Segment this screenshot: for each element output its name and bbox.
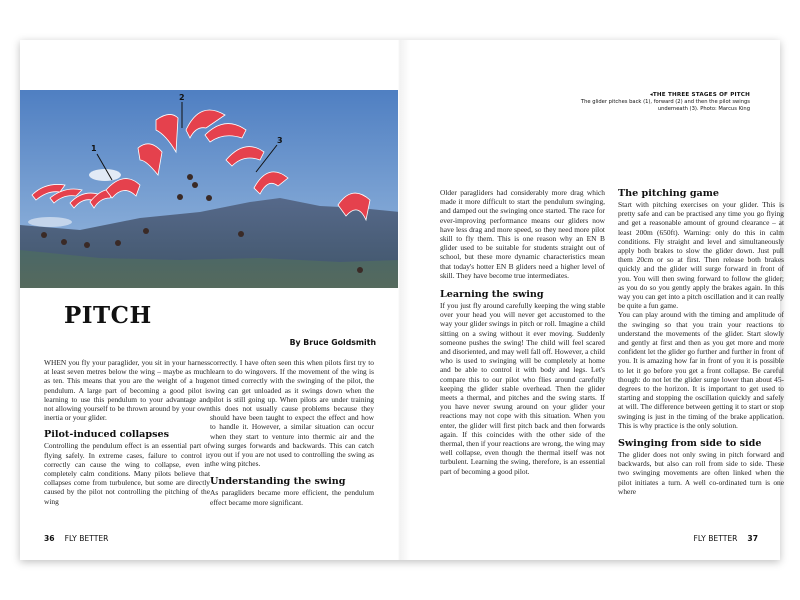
text-column-1	[44, 358, 210, 506]
folio-right	[694, 534, 758, 543]
pilot	[357, 267, 363, 273]
pilot	[187, 174, 193, 180]
caption-text: The glider pitches back (1), forward (2) and then the pilot swings underneath (3). Photo: Marcus King	[580, 99, 750, 112]
pilot	[84, 242, 90, 248]
text-column-2	[210, 358, 374, 507]
cloud	[28, 217, 72, 227]
pilot	[41, 232, 47, 238]
page-number-right: 37	[747, 534, 758, 543]
paragraph: The glider does not only swing in pitch forward and backwards, but also can roll from side to side. These two swinging movements are often linked when the pilot initiates a turn. A well co-ordinated turn is one where	[618, 450, 784, 496]
section-label-right: FLY BETTER	[693, 534, 738, 543]
subheading-the-pitching-game: The pitching game	[618, 188, 720, 199]
section-label-left: FLY BETTER	[64, 534, 109, 543]
left-page	[20, 40, 400, 560]
pilot	[238, 231, 244, 237]
stage-marker-2: 2	[179, 93, 185, 102]
magazine-spread	[20, 40, 784, 560]
paraglider-photo	[20, 90, 400, 288]
paragraph: Older paragliders had considerably more drag which made it more difficult to start the pendulum swinging, and damped out the swinging once started. The race for ever-improving performance means our gliders now have less drag and more speed, so they need more pilot skill to fly them. This is one reason why an EN B glider used to be suitable for students straight out of school, but these more dynamic characteristics mean that today's hotter EN B gliders need a higher level of skill. They have become true intermediates.	[440, 188, 605, 280]
caption-arrow-icon: ◂	[649, 92, 653, 98]
paragraph: Start with pitching exercises on your glider. This is pretty safe and can be practised any time you go flying and get a reasonable amount of ground clearance – at least 200m (650ft). Warning: only do this in calm conditions. Fly straight and level and simultaneously apply both brakes to slow the glider down. Just pull them 20cm or so at first. Then release both brakes quickly and the glider will surge forward in front of you. You will then swing forward to follow the glider; as you do so you gently apply the brakes again. In this way you can get into a pitch oscillation and it can really be quite a fun game.	[618, 200, 784, 311]
paragraph: Controlling the pendulum effect is an essential part of flying safely. In extreme cases, failure to control it correctly can cause the wing to collapse, even in completely calm conditions. Many pilots believe that collapses come from turbulence, but some are directly caused by the pilot not controlling the pitching of the wing	[44, 441, 210, 506]
cloud	[89, 169, 121, 181]
text-column-4	[618, 188, 784, 496]
caption-title: ◂THE THREE STAGES OF PITCH	[649, 92, 750, 98]
folio-left	[44, 534, 108, 543]
subheading-swinging-from-side-to-side: Swinging from side to side	[618, 438, 762, 450]
stage-marker-1: 1	[91, 144, 97, 153]
photo-caption	[550, 92, 750, 113]
pilot	[61, 239, 67, 245]
pilot	[115, 240, 121, 246]
stage-marker-3: 3	[277, 136, 283, 145]
paragraph: If you just fly around carefully keeping the wing stable over your head you will never get accustomed to the way your glider swings in pitch or roll. Imagine a child sitting on a swing without it ever moving. Suddenly someone pushes the swing! The child will feel scared and disoriented, and may well fall off. However, a child who is used to swinging will be completely at home and be able to control it with body and legs. Let's compare this to our pilot who flies around carefully keeping the glider stable overhead. Then the glider meets a thermal, and pitches and the swing starts. If you have never swung around on your glider your reactions may not cope with this situation. When you enter, the glider will first pitch back and then forwards again. If this coincides with the other side of the thermal, then if your reactions are wrong, the wing may well collapse, even though the thermal itself was not turbulent. Learning the swing, therefore, is an essential part of becoming a good pilot.	[440, 301, 605, 476]
subheading-understanding-the-swing: Understanding the swing	[210, 476, 346, 488]
pilot	[206, 195, 212, 201]
pilot	[177, 194, 183, 200]
intro-paragraph: WHEN you fly your paraglider, you sit in your harness at least seven metres below the wing – maybe as much as ten. This means that you are the weight of a huge pendulum. A large part of becoming a good pilot is learning to use this pendulum to your advantage and not allowing yourself to be thrown around by your own inertia or your glider.	[44, 358, 210, 423]
paragraph: You can play around with the timing and amplitude of the swinging so that you train your reactions to understand the movements of the glider. Start slowly and gently at first and then as you get more and more confident let the glider go further and further in front of you. It is amazing how far in front of you it is possible to let it go before you get a front collapse. Be careful though: do not let the glider surge lower than about 45-degrees to the horizon. It is important to get used to starting and stopping the oscillation quickly and safely at will. The difference between getting it to start or stop swinging is just in the timing of the brake application. This is why practice is the only solution.	[618, 310, 784, 430]
subheading-learning-the-swing: Learning the swing	[440, 289, 544, 301]
subheading-pilot-induced-collapses: Pilot-induced collapses	[44, 429, 169, 441]
paraglider-sequence-image	[20, 90, 400, 288]
text-column-3	[440, 188, 605, 476]
paragraph: As paragliders became more efficient, the pendulum effect became more significant.	[210, 488, 374, 507]
pilot	[192, 182, 198, 188]
paragraph: correctly. I have often seen this when pilots first try to learn to do wingovers. If the movement of the wing is not timed correctly with the swinging of the pilot, the wing can get unloaded as it swings down when the pilot is still going up. When pilots are under training this does not usually cause problems because they should have been taught to expect the effect and how to handle it. However, a similar situation can occur when they start to venture into thermic air and the wing surges forwards and backwards. This can catch you out if you are not used to controlling the swing as the wing pitches.	[210, 358, 374, 469]
pilot	[143, 228, 149, 234]
page-number-left: 36	[44, 534, 55, 543]
byline: By Bruce Goldsmith	[289, 338, 376, 347]
article-title: PITCH	[64, 302, 152, 329]
